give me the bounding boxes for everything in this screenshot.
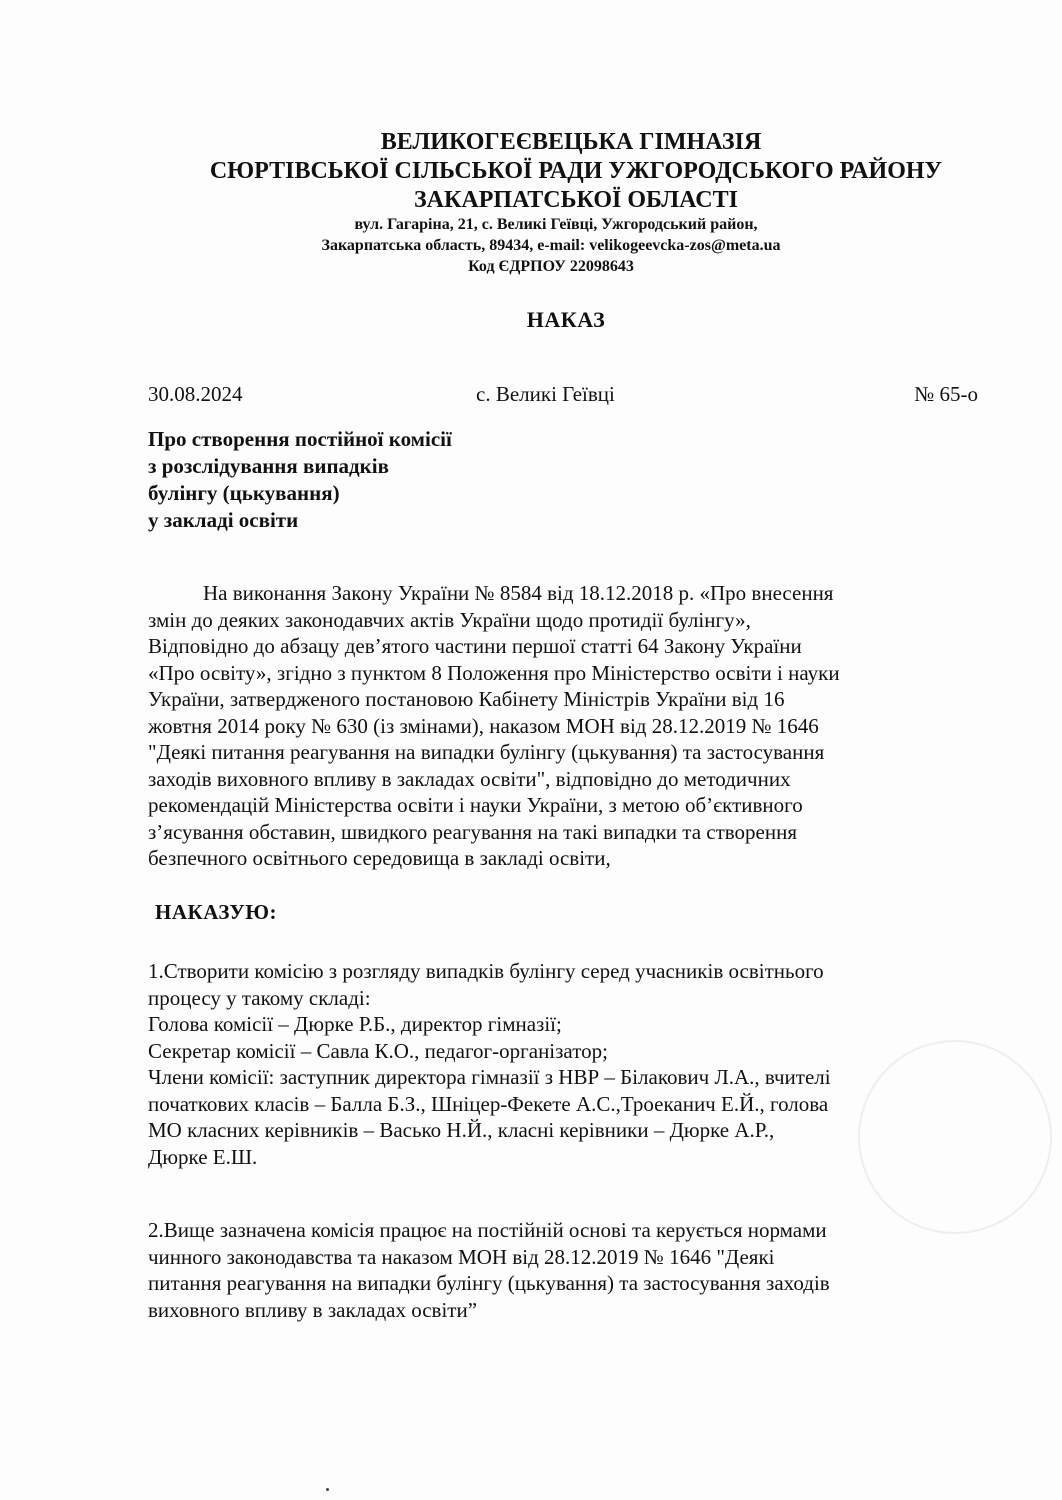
- header-line: ВЕЛИКОГЕЄВЕЦЬКА ГІМНАЗІЯ: [380, 129, 762, 155]
- header-line: ЗАКАРПАТСЬКОЇ ОБЛАСТІ: [414, 187, 738, 213]
- text-line: Секретар комісії – Савла К.О., педагог-організатор;: [148, 1038, 608, 1063]
- text-line: Члени комісії: заступник директора гімназії з НВР – Білакович Л.А., вчителі: [148, 1065, 831, 1089]
- text-line: процесу у такому складі:: [148, 985, 371, 1010]
- institution-address: [0, 214, 1062, 277]
- document-date: 30.08.2024: [148, 382, 243, 406]
- document-meta: [148, 382, 978, 412]
- text-line: змін до деяких законодавчих актів України щодо протидії булінгу»,: [148, 607, 751, 632]
- text-line: рекомендацій Міністерства освіти і науки України, з метою об’єктивного: [148, 793, 803, 817]
- stamp-bleedthrough: [858, 1040, 1052, 1234]
- text-line: питання реагування на випадки булінгу (цькування) та застосування заходів: [148, 1271, 830, 1295]
- text-line: заходів виховного впливу в закладах освіти", відповідно до методичних: [148, 766, 791, 791]
- document-place: с. Великі Геївці: [476, 382, 615, 406]
- document-subject: [148, 426, 452, 534]
- text-line: 2.Вище зазначена комісія працює на постійній основі та керується нормами: [148, 1218, 827, 1242]
- order-point-2: [148, 1217, 978, 1323]
- text-line: початкових класів – Балла Б.З., Шніцер-Фекете А.С.,Троеканич Е.Й., голова: [148, 1091, 829, 1116]
- text-line: Дюрке Е.Ш.: [148, 1144, 258, 1169]
- subject-line: Про створення постійної комісії: [148, 427, 452, 451]
- text-line: «Про освіту», згідно з пунктом 8 Положення про Міністерство освіти і науки: [148, 660, 840, 685]
- subject-line: з розслідування випадків: [148, 454, 389, 478]
- order-point-1: [148, 958, 978, 1170]
- address-line: вул. Гагаріна, 21, с. Великі Геївці, Ужгородський район,: [354, 216, 758, 233]
- text-line: Голова комісії – Дюрке Р.Б., директор гімназії;: [148, 1012, 562, 1036]
- text-line: 1.Створити комісію з розгляду випадків булінгу серед учасників освітнього: [148, 959, 824, 983]
- header-line: СЮРТІВСЬКОЇ СІЛЬСЬКОЇ РАДИ УЖГОРОДСЬКОГО РАЙОНУ: [209, 158, 943, 184]
- institution-header: [0, 128, 1062, 215]
- text-line: На виконання Закону України № 8584 від 18.12.2018 р. «Про внесення: [203, 581, 834, 605]
- subject-line: у закладі освіти: [148, 508, 299, 532]
- text-line: МО класних керівників – Васько Н.Й., класні керівники – Дюрке А.Р.,: [148, 1118, 775, 1142]
- document-number: № 65-о: [914, 382, 978, 406]
- text-line: безпечного освітнього середовища в закладі освіти,: [148, 846, 611, 870]
- text-line: чинного законодавства та наказом МОН від 28.12.2019 № 1646 "Деякі: [148, 1244, 775, 1269]
- text-line: Відповідно до абзацу дев’ятого частини першої статті 64 Закону України: [148, 634, 802, 658]
- text-line: з’ясування обставин, швидкого реагування на такі випадки та створення: [148, 819, 798, 844]
- text-line: України, затвердженого постановою Кабінету Міністрів України від 16: [148, 687, 785, 711]
- text-line: "Деякі питання реагування на випадки булінгу (цькування) та застосування: [148, 740, 825, 764]
- text-line: виховного впливу в закладах освіти”: [148, 1297, 478, 1322]
- scan-speck: [326, 1488, 329, 1491]
- preamble-paragraph: [148, 580, 978, 872]
- document-title: НАКАЗ: [526, 307, 606, 332]
- subject-line: булінгу (цькування): [148, 481, 340, 505]
- orders-label: НАКАЗУЮ:: [155, 900, 277, 924]
- address-line: Закарпатська область, 89434, e-mail: velikogeevcka-zos@meta.ua: [321, 237, 781, 254]
- text-line: жовтня 2014 року № 630 (із змінами), наказом МОН від 28.12.2019 № 1646: [148, 713, 819, 738]
- edrpou-code: Код ЄДРПОУ 22098643: [468, 258, 634, 275]
